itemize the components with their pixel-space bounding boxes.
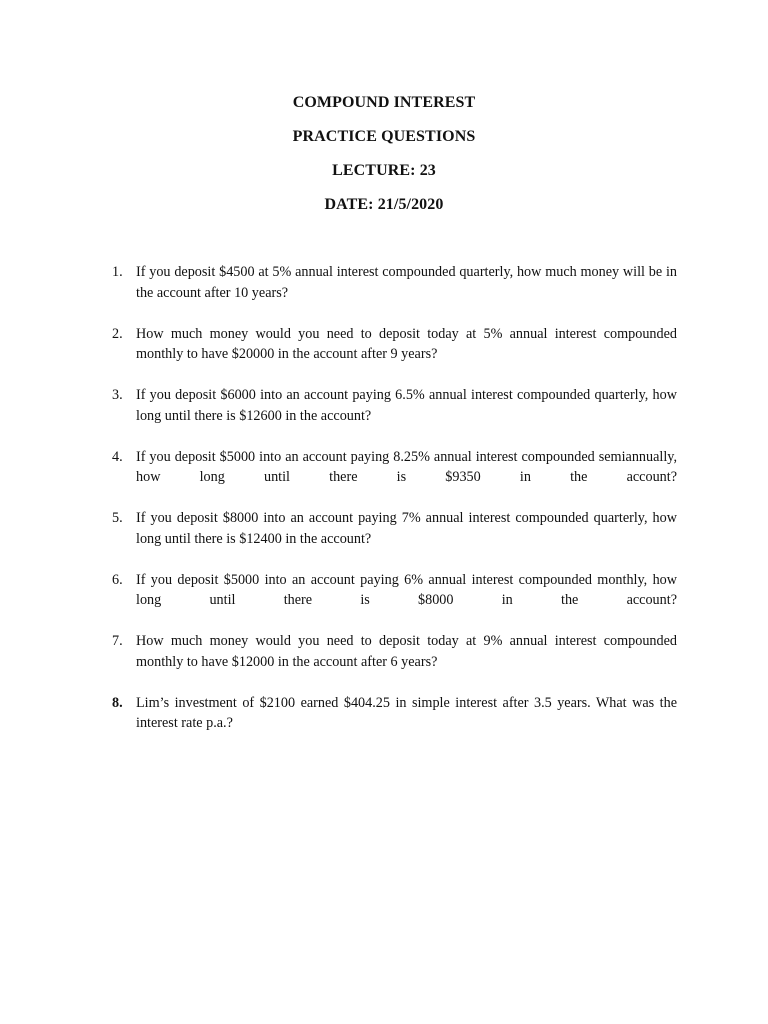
question-text: Lim’s investment of $2100 earned $404.25 in simple interest after 3.5 years. What was the interest rate p.a.?	[136, 694, 677, 731]
lecture-number: LECTURE: 23	[332, 162, 436, 179]
question-text: If you deposit $5000 into an account paying 6% annual interest compounded monthly, how long until there is $8000 in the account?	[136, 571, 677, 608]
question-item	[108, 447, 677, 488]
question-number: 6.	[112, 571, 123, 588]
document-subtitle: PRACTICE QUESTIONS	[292, 128, 476, 145]
question-text: If you deposit $4500 at 5% annual interest compounded quarterly, how much money will be in the account after 10 years?	[136, 264, 677, 301]
question-list	[108, 262, 677, 754]
question-number: 5.	[112, 510, 123, 526]
question-number: 8.	[112, 694, 123, 711]
question-number: 2.	[112, 325, 123, 342]
lecture-date: DATE: 21/5/2020	[324, 196, 444, 213]
question-text: How much money would you need to deposit today at 5% annual interest compounded monthly to have $20000 in the account after 9 years?	[136, 325, 677, 362]
question-number: 1.	[112, 264, 123, 280]
question-number: 7.	[112, 633, 123, 649]
question-number: 3.	[112, 387, 123, 403]
question-item	[108, 570, 677, 611]
question-text: If you deposit $5000 into an account paying 8.25% annual interest compounded semiannually, how long until there is $9350 in the account?	[136, 448, 677, 485]
question-text: How much money would you need to deposit today at 9% annual interest compounded monthly to have $12000 in the account after 6 years?	[136, 633, 677, 670]
document-title: COMPOUND INTEREST	[292, 94, 476, 111]
question-text: If you deposit $6000 into an account paying 6.5% annual interest compounded quarterly, how long until there is $12600 in the account?	[136, 387, 677, 424]
question-item	[108, 631, 677, 672]
question-item	[108, 324, 677, 365]
question-item	[108, 262, 677, 303]
question-item	[108, 508, 677, 549]
question-item	[108, 385, 677, 426]
question-text: If you deposit $8000 into an account paying 7% annual interest compounded quarterly, how long until there is $12400 in the account?	[136, 510, 677, 547]
question-item	[108, 693, 677, 734]
question-number: 4.	[112, 448, 123, 465]
document-header	[0, 92, 768, 228]
